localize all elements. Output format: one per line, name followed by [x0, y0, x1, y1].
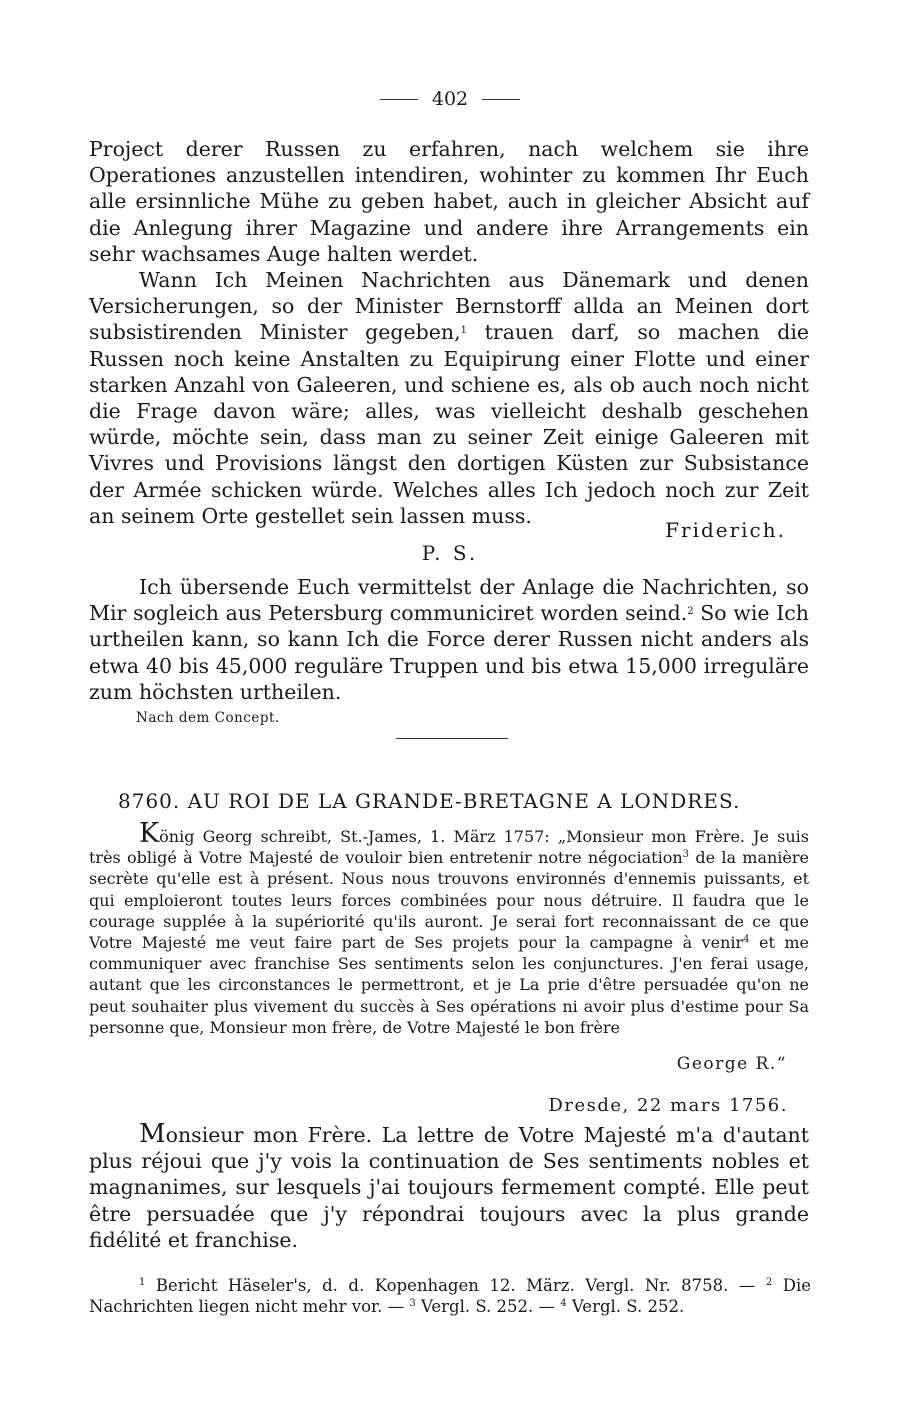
- signature-friderich: Friderich.: [665, 518, 786, 542]
- quoted-letter-text: [89, 818, 810, 1038]
- paragraph-2-part-b: trauen darf, so machen die Russen noch keine Anstalten zu Equipirung einer Flotte und einer starken Anzahl von Galeeren, und schiene es, als ob auch noch nicht die Frage davon wäre; alles, was vielleicht deshalb geschehen würde, möchte sein, dass man zu seiner Zeit einige Galeeren mit Vivres und Provisions längst den dortigen Küsten zur Subsistance der Armée schicken würde. Welches alles Ich jedoch noch zur Zeit an seinem Orte gestellet sein lassen muss.: [89, 320, 810, 528]
- postscript-part-a: Ich übersende Euch vermittelst der Anlage die Nachrichten, so Mir sogleich aus Petersburg communiciret worden seind.: [89, 575, 809, 626]
- quoted-letter: [89, 818, 810, 1038]
- footnotes: [89, 1275, 811, 1317]
- letter-part-c: et me communiquer avec franchise Ses sentiments selon les conjunctures. J'en ferai usage, autant que les circonstances le permettront, et je La prie d'être persuadée qu'on ne peut souhaiter plus vivement du succès à Ses opérations ni avoir plus d'estime pour Sa personne que, Monsieur mon frère, de Votre Majesté le bon frère: [89, 933, 810, 1037]
- reply-paragraph: [89, 1121, 809, 1253]
- paragraph-2-text: [89, 267, 809, 529]
- paragraph-1: [89, 136, 809, 267]
- footnote-ref-4: 4: [743, 934, 750, 946]
- page-header: [0, 88, 900, 110]
- paragraph-postscript-text: [89, 574, 809, 705]
- letter-initial: K: [139, 818, 160, 849]
- letter-part-b: de la manière secrète qu'elle est à présent. Nous nous trouvons environnés d'ennemis puissants, et qui emploieront toutes leurs forces combinées pour nous détruire. Il faudra que le courage supplée à la supériorité qu'ils auront. Je serai fort reconnaissant de ce que Votre Majesté me veut faire part de Ses projets pour la campagne à venir: [89, 848, 810, 953]
- page-number: 402: [431, 88, 469, 110]
- section-divider: [396, 738, 508, 739]
- header-dash-right: [482, 99, 520, 100]
- footnotes-text: [89, 1275, 811, 1317]
- header-dash-left: [380, 99, 418, 100]
- footnote-3-marker: 3: [409, 1298, 416, 1309]
- paragraph-postscript: [89, 574, 809, 705]
- footnote-4-text: Vergl. S. 252.: [566, 1297, 685, 1316]
- footnote-ref-1: 1: [460, 325, 468, 337]
- paragraph-1-text: Project derer Russen zu erfahren, nach welchem sie ihre Operationes anzustellen intendiren, wohinter zu kommen Ihr Euch alle ersinnliche Mühe zu geben habet, auch in gleicher Absicht auf die Anlegung ihrer Magazine und andere ihre Arrangements ein sehr wachsames Auge halten werdet.: [89, 137, 809, 266]
- paragraph-2: [89, 267, 809, 529]
- footnote-1-marker: 1: [139, 1277, 146, 1288]
- letter-part-a: önig Georg schreibt, St.-James, 1. März 1757: „Monsieur mon Frère. Je suis très obligé à Votre Majesté de vouloir bien entretenir notre négociation: [89, 827, 809, 868]
- source-note: Nach dem Concept.: [136, 710, 280, 726]
- footnote-ref-3: 3: [682, 849, 690, 861]
- reply-body: onsieur mon Frère. La lettre de Votre Majesté m'a d'autant plus réjoui que j'y vois la continuation de Ses sentiments nobles et magnanimes, sur lesquels j'ai toujours fermement compté. Elle peut être persuadée que j'y répondrai toujours avec la plus grande fidélité et franchise.: [89, 1123, 809, 1252]
- postscript-label: P. S.: [421, 541, 479, 565]
- footnote-4-marker: 4: [560, 1298, 567, 1309]
- footnote-2-marker: 2: [765, 1277, 773, 1288]
- postscript-part-b: So wie Ich urtheilen kann, so kann Ich die Force derer Russen nicht anders als etwa 40 bis 45,000 reguläre Truppen und bis etwa 15,000 irreguläre zum höchsten urtheilen.: [89, 601, 809, 704]
- footnote-3-text: Vergl. S. 252. —: [415, 1297, 561, 1316]
- reply-initial: M: [139, 1119, 166, 1149]
- footnote-1-text: Bericht Häseler's, d. d. Kopenhagen 12. März. Vergl. Nr. 8758. —: [145, 1276, 766, 1295]
- dateline: Dresde, 22 mars 1756.: [548, 1095, 788, 1116]
- footnote-2-text: Die Nachrichten liegen nicht mehr vor. —: [89, 1276, 812, 1316]
- reply-text: [89, 1121, 809, 1253]
- signature-george: George R.“: [676, 1054, 787, 1074]
- paragraph-2-part-a: Wann Ich Meinen Nachrichten aus Dänemark und denen Versicherungen, so der Minister Bernstorff allda an Meinen dort subsistirenden Minister gegeben,: [89, 268, 809, 345]
- section-heading: 8760. AU ROI DE LA GRANDE-BRETAGNE A LONDRES.: [118, 789, 741, 813]
- footnote-ref-2: 2: [687, 606, 694, 618]
